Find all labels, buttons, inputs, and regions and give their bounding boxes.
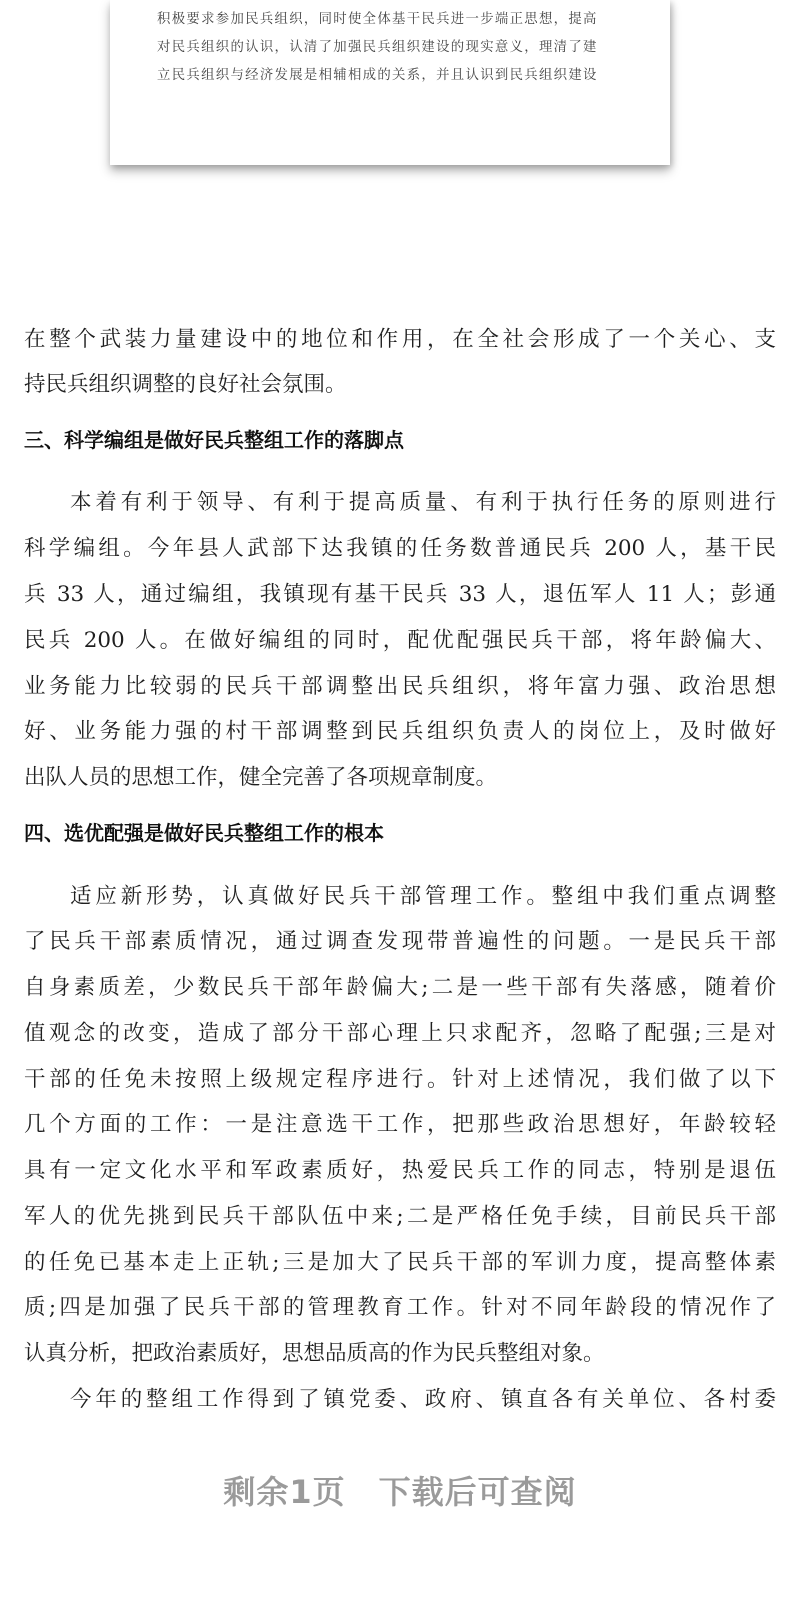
paragraph-line: 干部的任免未按照上级规定程序进行。针对上述情况，我们做了以下 — [24, 1067, 776, 1092]
paragraph-line: 业务能力比较弱的民兵干部调整出民兵组织，将年富力强、政治思想 — [24, 674, 776, 699]
paragraph-line: 军人的优先挑到民兵干部队伍中来;二是严格任免手续，目前民兵干部 — [24, 1204, 776, 1229]
preview-line: 积极要求参加民兵组织，同时使全体基干民兵进一步端正思想，提高 — [157, 12, 598, 27]
paragraph-line: 出队人员的思想工作，健全完善了各项规章制度。 — [24, 765, 498, 790]
paragraph-line: 质;四是加强了民兵干部的管理教育工作。针对不同年龄段的情况作了 — [24, 1295, 776, 1320]
remaining-pages-note[interactable]: 剩余1页 下载后可查阅 — [223, 1473, 577, 1511]
paragraph-line: 适应新形势，认真做好民兵干部管理工作。整组中我们重点调整 — [70, 884, 776, 909]
paragraph-line: 自身素质差，少数民兵干部年龄偏大;二是一些干部有失落感，随着价 — [24, 975, 776, 1000]
paragraph-line: 了民兵干部素质情况，通过调查发现带普遍性的问题。一是民兵干部 — [24, 929, 776, 954]
paragraph-line: 本着有利于领导、有利于提高质量、有利于执行任务的原则进行 — [70, 490, 776, 515]
preview-line: 对民兵组织的认识，认清了加强民兵组织建设的现实意义，理清了建 — [157, 40, 598, 55]
paragraph-line: 在整个武装力量建设中的地位和作用，在全社会形成了一个关心、支 — [24, 327, 776, 352]
paragraph-line: 科学编组。今年县人武部下达我镇的任务数普通民兵 200 人，基干民 — [24, 536, 776, 561]
paragraph-line: 具有一定文化水平和军政素质好，热爱民兵工作的同志，特别是退伍 — [24, 1158, 776, 1183]
paragraph-line: 的任免已基本走上正轨;三是加大了民兵干部的军训力度，提高整体素 — [24, 1250, 776, 1275]
paragraph-line: 好、业务能力强的村干部调整到民兵组织负责人的岗位上，及时做好 — [24, 719, 776, 744]
section-heading: 三、科学编组是做好民兵整组工作的落脚点 — [24, 428, 404, 452]
paragraph-line: 持民兵组织调整的良好社会氛围。 — [24, 372, 347, 397]
section-heading: 四、选优配强是做好民兵整组工作的根本 — [24, 821, 384, 845]
paragraph-line: 民兵 200 人。在做好编组的同时，配优配强民兵干部，将年龄偏大、 — [24, 628, 776, 653]
preview-line: 立民兵组织与经济发展是相辅相成的关系，并且认识到民兵组织建设 — [157, 68, 598, 83]
page-preview-card — [110, 0, 670, 165]
paragraph-line: 兵 33 人，通过编组，我镇现有基干民兵 33 人，退伍军人 11 人；彭通 — [24, 582, 776, 607]
paragraph-line: 值观念的改变，造成了部分干部心理上只求配齐，忽略了配强;三是对 — [24, 1021, 776, 1046]
paragraph-line: 几个方面的工作：一是注意选干工作，把那些政治思想好，年龄较轻 — [24, 1112, 776, 1137]
paragraph-line: 认真分析，把政治素质好，思想品质高的作为民兵整组对象。 — [24, 1341, 605, 1366]
paragraph-line: 今年的整组工作得到了镇党委、政府、镇直各有关单位、各村委 — [70, 1387, 776, 1412]
